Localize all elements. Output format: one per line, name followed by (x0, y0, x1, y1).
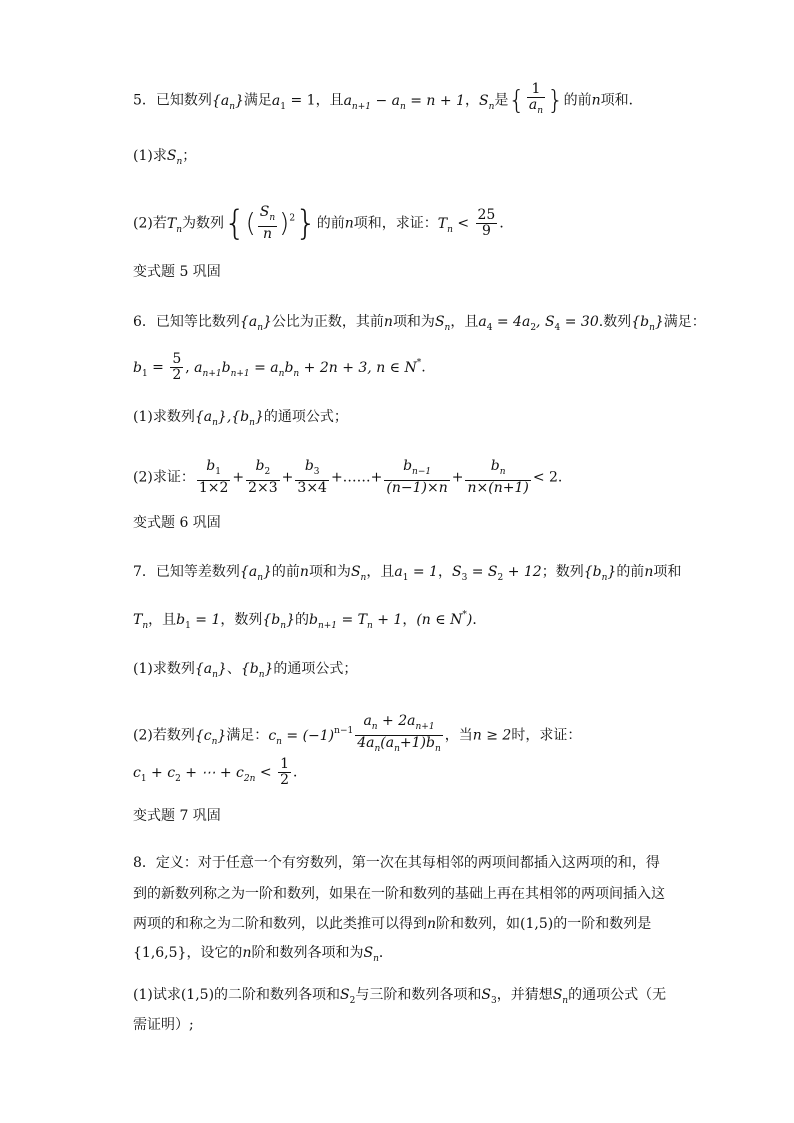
q5-part1: (1)求$S_n$； (133, 148, 197, 167)
q7-variant-label: 变式题 7 巩固 (133, 808, 221, 824)
q8-line2: 到的新数列称之为一阶和数列，如果在一阶和数列的基础上再在其相邻的两项间插入这 (133, 886, 665, 902)
q6-condition: $b_1$ = $\frac{5}{2}$ , $a_{n+1}b_{n+1} = a_nb_n + 2n + 3$, n ∈ N*. (133, 351, 426, 383)
q6-statement: 6．已知等比数列$\{a_n\}$公比为正数，其前n项和为$S_n$，且$a_4 = 4a_2$, $S_4 = 30$.数列$\{b_n\}$满足： (133, 314, 706, 333)
q8-line1: 8．定义：对于任意一个有穷数列，第一次在其每相邻的两项间都插入这两项的和，得 (133, 855, 660, 871)
q7-statement: 7．已知等差数列$\{a_n\}$的前n项和为$S_n$，且$a_1 = 1$，$S_3 = S_2 + 12$；数列$\{b_n\}$的前n项和 (133, 564, 682, 583)
q7-part2: (2)若数列$\{c_n\}$满足：$c_n = (-1)^{n-1}$ $\frac{a_n + 2a_{n+1}}{4a_n(a_n+1)b_n}$ ，当n ≥ 2时，求证： (133, 713, 582, 754)
q8-line4: {1,6,5}，设它的n阶和数列各项和为$S_n$． (133, 945, 393, 964)
q8-line3: 两项的和称之为二阶和数列，以此类推可以得到n阶和数列，如(1,5)的一阶和数列是 (133, 916, 652, 932)
q6-variant-label: 变式题 6 巩固 (133, 515, 221, 531)
q5-variant-label: 变式题 5 巩固 (133, 264, 221, 280)
q7-part2-inequality: $c_1 + c_2$ + ⋯ + $c_{2n}$ < $\frac{1}{2}$ ． (133, 756, 307, 788)
q5-statement: 5．已知数列$\{a_n\}$满足$a_1 = 1$，且$a_{n+1} - a_n = n + 1$，$S_n$是{ $\frac{1}{a_n}$ }的前n项和． (133, 81, 643, 116)
q8-part1: (1)试求(1,5)的二阶和数列各项和$S_2$与三阶和数列各项和$S_3$，并猜想$S_n$的通项公式（无 (133, 987, 667, 1006)
q6-part2: (2)求证： $\frac{b_1}{1\times 2}$ + $\frac{b_2}{2\times 3}$ + $\frac{b_3}{3\times 4}$ +……+ $\frac{b_{n-1}}{(n-1)\times n}$ + $\frac{b_n}{n\times(n+1)}$ < 2. (133, 458, 563, 496)
q7-statement-line2: $T_n$，且$b_1 = 1$，数列$\{b_n\}$的$b_{n+1} = T_n + 1$，(n ∈ N*)． (133, 610, 487, 631)
q8-part1-line2: 需证明）; (133, 1017, 194, 1033)
q6-part1: (1)求数列$\{a_n\},\{b_n\}$的通项公式； (133, 409, 348, 428)
q7-part1: (1)求数列$\{a_n\}$、$\{b_n\}$的通项公式； (133, 661, 358, 680)
q5-part2: (2)若$T_n$为数列{( $\frac{S_n}{n}$ )$^2$}的前n项和，求证：$T_n$ < $\frac{25}{9}$ ． (133, 203, 514, 244)
